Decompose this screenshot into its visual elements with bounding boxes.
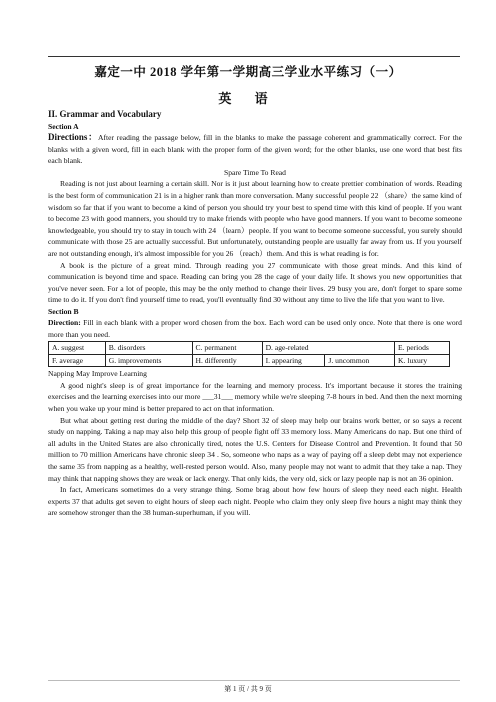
direction-label: Direction: <box>48 317 81 327</box>
directions-label: Directions： <box>48 132 99 142</box>
passage-b-paragraph: But what about getting rest during the middle of the day? Short 32 of sleep may help our brains work better, or so says a recent study on napping. Taking a nap may also help this group of people fight off 33 memory loss. Many Americans do nap. But one third of all adults in the United States are also chronically tired, notes the U.S. Centers for Disease Control and Prevention. It found that 50 million to 70 million Americans have chronic sleep 34 . So, someone who naps as a way of paying off a sleep debt may not experience the same 35 from napping as a healthy, well-rested person would. Also, many people may not want to admit that they take a nap. They may think that napping shows they are weak or lack energy. That only kids, the very old, sick or lazy people nap is not an 36 opinion. <box>48 415 462 483</box>
section-a-directions <box>48 132 462 167</box>
word-bank-cell: C. permanent <box>192 342 262 355</box>
passage-a-title: Spare Time To Read <box>224 167 286 177</box>
passage-b-title: Napping May Improve Learning <box>48 369 147 379</box>
top-rule <box>48 56 460 57</box>
exam-title: 嘉定一中 2018 学年第一学期高三学业水平练习（一） <box>94 65 402 79</box>
word-bank-table <box>48 341 450 367</box>
word-bank-cell: F. average <box>49 354 106 367</box>
word-bank-row <box>49 342 450 355</box>
part-heading: II. Grammar and Vocabulary <box>48 109 162 119</box>
passage-b-paragraph: A good night's sleep is of great importance for the learning and memory process. It's important because it stores the training exercises and the learning exercises into our more ___31___ memory while we're sleeping 7-8 hours in bed. And then the next morning when you wake up your mind is better prepared to act on that information. <box>48 380 462 414</box>
word-bank-cell: K. luxury <box>395 354 450 367</box>
passage-b-paragraph: In fact, Americans sometimes do a very strange thing. Some brag about how few hours of sleep they need each night. Health experts 37 that adults get seven to eight hours of sleep each night. People who claim they only sleep five hours a night may think they are somehow stronger than the 38 human-superhuman, if you will. <box>48 485 462 518</box>
directions-text: After reading the passage below, fill in the blanks to make the passage coherent and grammatically correct. For the blanks with a given word, fill in each blank with the proper form of the given word; for the other blanks, use one word that best fits each blank. <box>48 133 462 166</box>
passage-a-paragraph: Reading is not just about learning a certain skill. Nor is it just about learning how to create prettier combination of words. Reading is the best form of communication 21 is in a higher rank than more conversation. Many successful people 22 （share）the same kind of wisdom so far that if you want to become a kind of person you should try your best to spend time with this kind of people. If you want to become 23 with good manners, you should try to make friends with people who have good manners. If you want to become someone knowledgeable, you should try to stay in touch with 24 （learn）people. If you want to become someone successful, you surely should communicate with those 25 are actually successful. But unfortunately, outstanding people are usually far away from us. If you yourself are not outstanding enough, it's almost impossible for you 26 （reach）them. And this is what reading is for. <box>48 179 462 258</box>
content-area <box>48 108 462 519</box>
footer-rule <box>48 680 460 681</box>
word-bank-cell: A. suggest <box>49 342 106 355</box>
word-bank-cell: G. improvements <box>105 354 192 367</box>
page-number: 第 1 页 / 共 9 页 <box>224 685 272 693</box>
word-bank-cell: I. appearing <box>262 354 325 367</box>
section-a-label: Section A <box>48 122 79 131</box>
word-bank-cell: D. age-related <box>262 342 394 355</box>
word-bank-cell: J. uncommon <box>325 354 395 367</box>
direction-text: Fill in each blank with a proper word chosen from the box. Each word can be used only once. Note that there is one word more than you need. <box>48 317 462 339</box>
passage-a-paragraph: A book is the picture of a great mind. Through reading you 27 communicate with those great minds. And this kind of communication is beyond time and space. Reading can bring you 28 the cage of your daily life. It shows you new opportunities that you've never seen. For a lot of people, this may be the only method to change their lives. 29 busy you are, don't forget to spare some time to do it. If you don't find yourself time to read, you'll eventually find 30 without any time to live the life that you want to live. <box>48 260 462 305</box>
section-b-label: Section B <box>48 306 79 316</box>
word-bank-cell: H. differently <box>192 354 262 367</box>
word-bank-cell: B. disorders <box>105 342 192 355</box>
subject-title: 英 语 <box>218 91 278 106</box>
word-bank-cell: E. periods <box>395 342 450 355</box>
section-b-directions <box>48 317 462 340</box>
word-bank-row <box>49 354 450 367</box>
